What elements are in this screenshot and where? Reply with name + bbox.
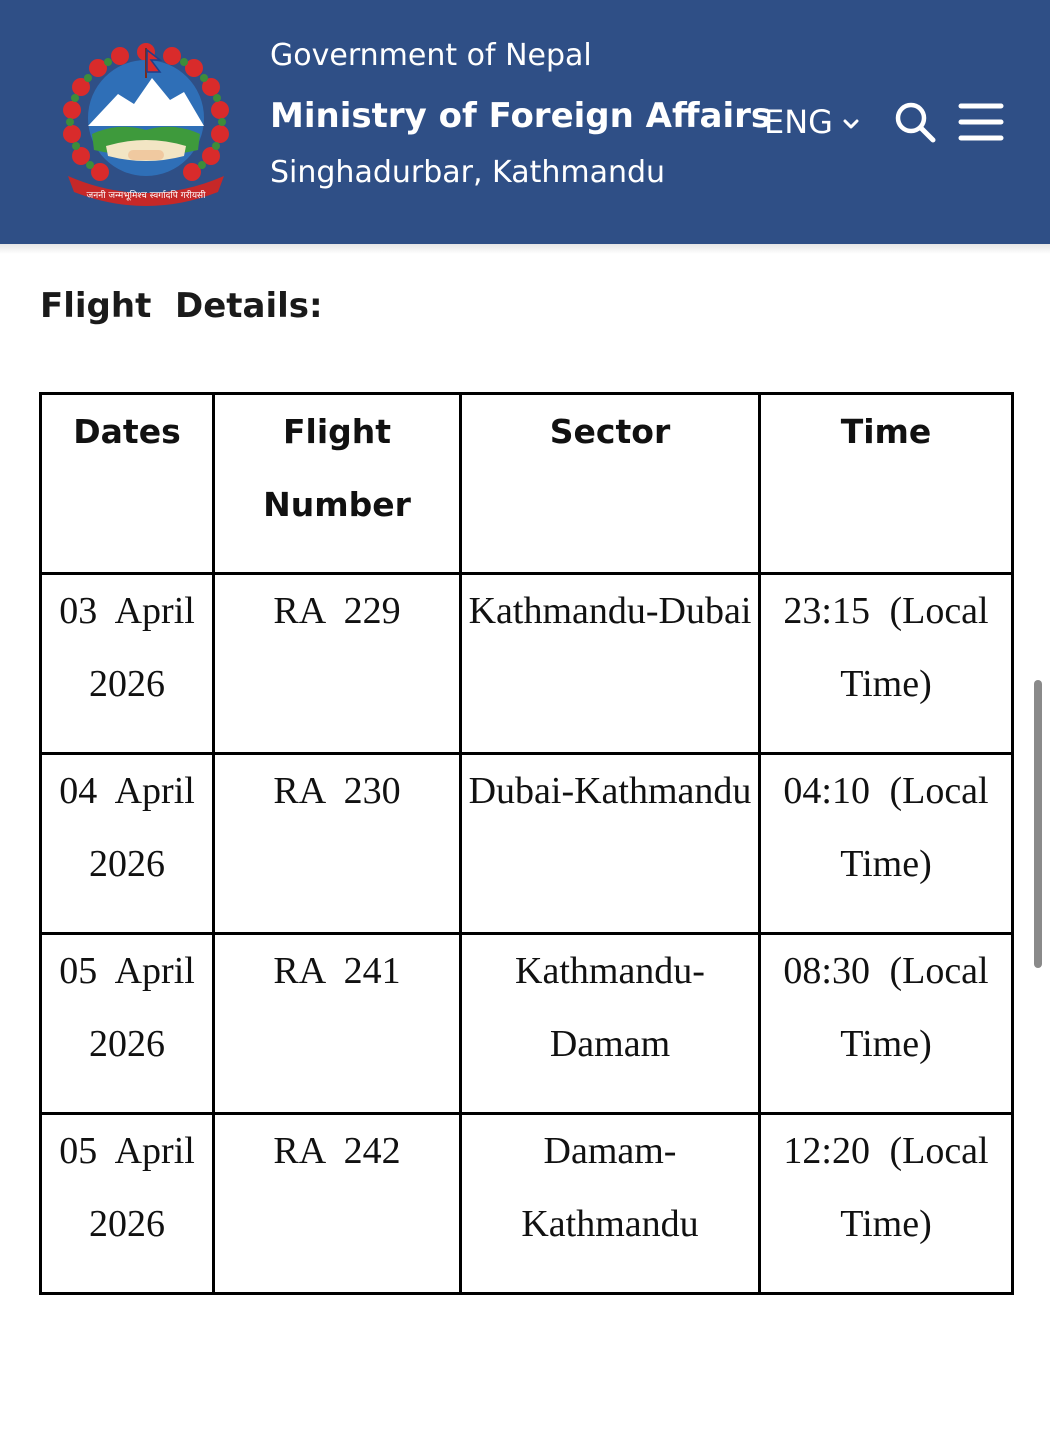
hamburger-menu-icon[interactable] bbox=[958, 101, 1004, 143]
table-row bbox=[41, 754, 1013, 934]
page-scrollbar[interactable] bbox=[1034, 680, 1042, 968]
section-title: Flight Details: bbox=[40, 286, 323, 326]
nepal-emblem-logo[interactable] bbox=[48, 38, 244, 206]
search-icon[interactable] bbox=[893, 100, 937, 144]
cell-time: 23:15 (Local Time) bbox=[760, 574, 1013, 754]
cell-sector: Damam-Kathmandu bbox=[461, 1114, 760, 1294]
header-flight-number: Flight Number bbox=[214, 394, 461, 574]
emblem-motto: जननी जन्मभूमिश्च स्वर्गादपि गरीयसी bbox=[86, 191, 206, 201]
ministry-address: Singhadurbar, Kathmandu bbox=[270, 155, 666, 190]
cell-time: 04:10 (Local Time) bbox=[760, 754, 1013, 934]
cell-date: 03 April 2026 bbox=[41, 574, 214, 754]
site-header bbox=[0, 0, 1050, 244]
header-sector: Sector bbox=[461, 394, 760, 574]
cell-date: 05 April 2026 bbox=[41, 1114, 214, 1294]
table-header-row bbox=[41, 394, 1013, 574]
cell-flight: RA 230 bbox=[214, 754, 461, 934]
cell-sector: Kathmandu-Dubai bbox=[461, 574, 760, 754]
cell-time: 08:30 (Local Time) bbox=[760, 934, 1013, 1114]
cell-time: 12:20 (Local Time) bbox=[760, 1114, 1013, 1294]
header-time: Time bbox=[760, 394, 1013, 574]
header-shadow bbox=[0, 244, 1050, 254]
table-row bbox=[41, 1114, 1013, 1294]
cell-flight: RA 242 bbox=[214, 1114, 461, 1294]
table-row bbox=[41, 934, 1013, 1114]
cell-sector: Dubai-Kathmandu bbox=[461, 754, 760, 934]
ministry-name[interactable]: Ministry of Foreign Affairs bbox=[270, 96, 772, 136]
government-name: Government of Nepal bbox=[270, 38, 592, 73]
cell-flight: RA 241 bbox=[214, 934, 461, 1114]
chevron-down-icon bbox=[843, 118, 859, 130]
flight-details-table bbox=[39, 392, 1014, 1295]
cell-date: 05 April 2026 bbox=[41, 934, 214, 1114]
language-label: ENG bbox=[764, 103, 833, 141]
header-dates: Dates bbox=[41, 394, 214, 574]
table-row bbox=[41, 574, 1013, 754]
language-selector[interactable] bbox=[764, 103, 859, 141]
cell-flight: RA 229 bbox=[214, 574, 461, 754]
cell-sector: Kathmandu-Damam bbox=[461, 934, 760, 1114]
cell-date: 04 April 2026 bbox=[41, 754, 214, 934]
